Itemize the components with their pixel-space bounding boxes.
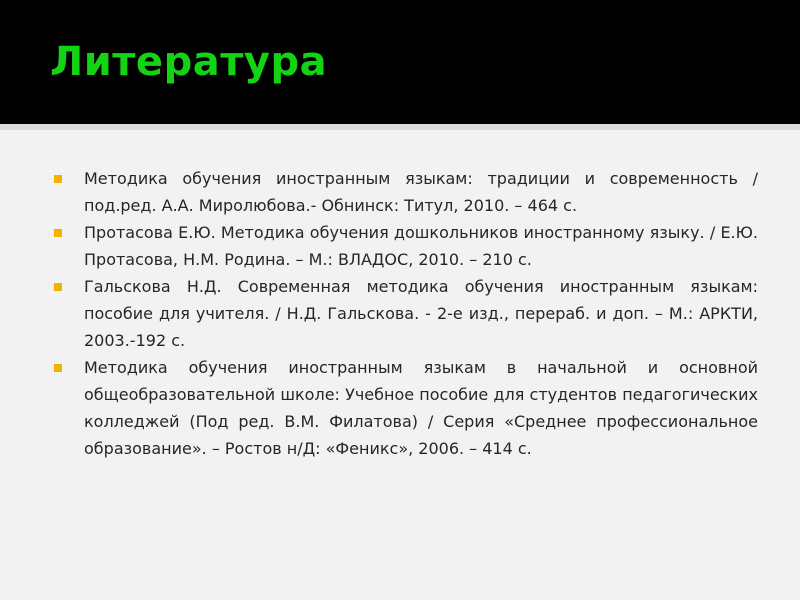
title-bar: [0, 0, 800, 124]
square-bullet-icon: [54, 283, 62, 291]
list-item: [48, 354, 758, 462]
list-item-text: Методика обучения иностранным языкам: традиции и современность / под.ред. А.А. Миролюбова.- Обнинск: Титул, 2010. – 464 с.: [84, 169, 758, 215]
title-divider: [0, 124, 800, 130]
list-item: [48, 165, 758, 219]
list-item-text: Гальскова Н.Д. Современная методика обучения иностранным языкам: пособие для учителя. / Н.Д. Гальскова. - 2-е изд., перераб. и доп. – М.: АРКТИ, 2003.-192 с.: [84, 277, 758, 350]
square-bullet-icon: [54, 364, 62, 372]
list-item-text: Протасова Е.Ю. Методика обучения дошкольников иностранному языку. / Е.Ю. Протасова, Н.М. Родина. – М.: ВЛАДОС, 2010. – 210 с.: [84, 223, 758, 269]
bibliography-list: [48, 165, 758, 462]
slide-title: Литература: [50, 39, 328, 85]
list-item: [48, 273, 758, 354]
list-item: [48, 219, 758, 273]
square-bullet-icon: [54, 175, 62, 183]
list-item-text: Методика обучения иностранным языкам в начальной и основной общеобразовательной школе: Учебное пособие для студентов педагогических колледжей (Под ред. В.М. Филатова) / Серия «Среднее профессиональное образование». – Ростов н/Д: «Феникс», 2006. – 414 с.: [84, 358, 758, 458]
square-bullet-icon: [54, 229, 62, 237]
